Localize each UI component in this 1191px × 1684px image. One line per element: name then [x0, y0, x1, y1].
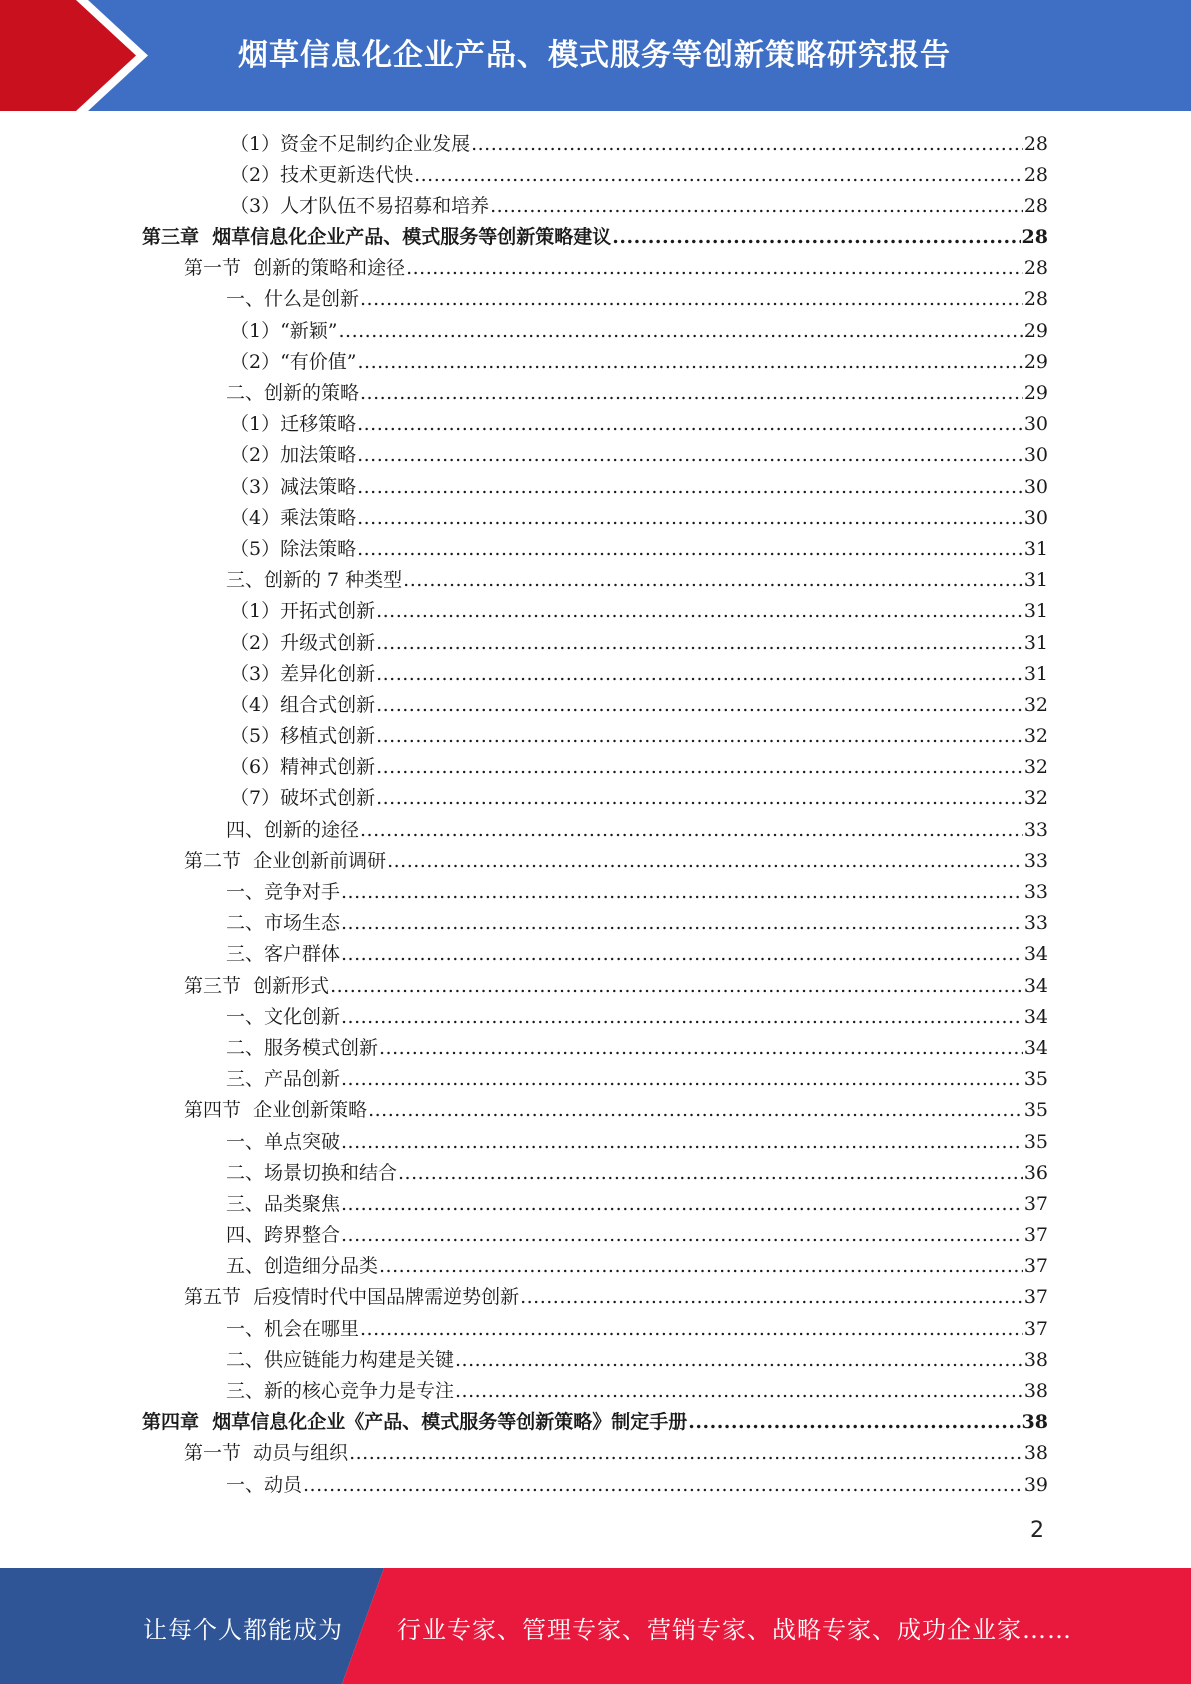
toc-entry[interactable]: [142, 783, 1048, 814]
toc-entry-page: 34: [1023, 1036, 1048, 1059]
toc-entry-title: （5）移植式创新: [230, 725, 376, 748]
toc-entry[interactable]: [142, 378, 1048, 409]
toc-entry[interactable]: [142, 160, 1048, 191]
toc-dot-leader: [376, 596, 1023, 627]
toc-entry-title: （2）升级式创新: [230, 631, 376, 654]
toc-entry-title: 一、竞争对手: [226, 881, 341, 903]
toc-entry-page: 33: [1023, 912, 1048, 935]
toc-dot-leader: [387, 846, 1023, 877]
toc-dot-leader: [471, 129, 1023, 160]
toc-entry[interactable]: [142, 596, 1048, 627]
toc-dot-leader: [379, 1251, 1023, 1282]
toc-entry[interactable]: [142, 752, 1048, 783]
toc-dot-leader: [341, 877, 1023, 908]
toc-entry-page: 31: [1023, 537, 1048, 560]
toc-entry-page: 37: [1023, 1255, 1048, 1278]
toc-dot-leader: [376, 628, 1023, 659]
toc-dot-leader: [360, 1314, 1023, 1345]
toc-dot-leader: [376, 659, 1023, 690]
toc-entry[interactable]: [142, 690, 1048, 721]
toc-entry[interactable]: [142, 1127, 1048, 1158]
toc-entry[interactable]: [142, 1189, 1048, 1220]
toc-entry-title: 第四章 烟草信息化企业《产品、模式服务等创新策略》制定手册: [142, 1411, 688, 1434]
toc-entry-title: 一、机会在哪里: [226, 1317, 360, 1340]
toc-entry[interactable]: [142, 1314, 1048, 1345]
report-title: 烟草信息化企业产品、模式服务等创新策略研究报告: [238, 38, 951, 73]
toc-dot-leader: [341, 1127, 1023, 1158]
toc-entry-title: 第二节 企业创新前调研: [184, 849, 387, 872]
toc-entry-title: 二、场景切换和结合: [226, 1161, 398, 1184]
toc-dot-leader: [357, 409, 1023, 440]
toc-dot-leader: [360, 378, 1023, 409]
toc-entry-page: 31: [1023, 600, 1048, 623]
toc-entry-page: 37: [1023, 1192, 1048, 1215]
toc-entry-page: 38: [1021, 1411, 1048, 1434]
toc-entry[interactable]: [142, 129, 1048, 160]
toc-entry-title: 四、创新的途径: [226, 818, 360, 841]
toc-entry-page: 29: [1023, 382, 1048, 404]
toc-entry-page: 30: [1023, 506, 1048, 529]
toc-entry-title: 三、新的核心竞争力是专注: [226, 1380, 455, 1402]
toc-entry-page: 34: [1023, 1005, 1048, 1028]
toc-entry-title: （5）除法策略: [230, 537, 357, 560]
toc-entry-title: （2）“有价值”: [230, 350, 357, 373]
toc-entry[interactable]: [142, 1376, 1048, 1407]
toc-dot-leader: [612, 222, 1020, 253]
toc-dot-leader: [358, 347, 1023, 378]
toc-entry[interactable]: [142, 347, 1048, 378]
toc-section-entry[interactable]: [142, 253, 1048, 284]
toc-dot-leader: [379, 1033, 1023, 1064]
toc-entry-title: （3）人才队伍不易招募和培养: [230, 194, 490, 217]
toc-dot-leader: [357, 440, 1023, 471]
toc-entry-page: 30: [1023, 444, 1048, 467]
toc-dot-leader: [455, 1345, 1023, 1376]
toc-dot-leader: [376, 783, 1023, 814]
toc-entry-title: 五、创造细分品类: [226, 1255, 379, 1278]
toc-entry-title: （1）资金不足制约企业发展: [230, 132, 471, 155]
toc-entry-title: 二、创新的策略: [226, 382, 360, 404]
toc-entry-title: （1）迁移策略: [230, 413, 357, 436]
toc-entry-title: 三、客户群体: [226, 943, 341, 966]
toc-entry-title: （4）乘法策略: [230, 506, 357, 529]
toc-entry-page: 28: [1021, 226, 1048, 249]
page-number: 2: [1030, 1518, 1044, 1543]
toc-dot-leader: [406, 253, 1023, 284]
toc-entry[interactable]: [142, 1220, 1048, 1251]
toc-entry[interactable]: [142, 534, 1048, 565]
toc-dot-leader: [688, 1407, 1020, 1438]
toc-entry[interactable]: [142, 503, 1048, 534]
toc-entry-page: 37: [1023, 1317, 1048, 1340]
toc-entry-page: 35: [1023, 1130, 1048, 1153]
toc-entry[interactable]: [142, 939, 1048, 970]
toc-entry-title: 二、市场生态: [226, 912, 341, 935]
toc-dot-leader: [341, 939, 1023, 970]
toc-entry-page: 28: [1023, 194, 1048, 217]
toc-entry-title: 第五节 后疫情时代中国品牌需逆势创新: [184, 1286, 520, 1309]
toc-entry-title: 三、创新的 7 种类型: [226, 569, 403, 592]
toc-entry[interactable]: [142, 1470, 1048, 1501]
toc-section-entry[interactable]: [142, 1282, 1048, 1313]
toc-dot-leader: [403, 565, 1023, 596]
toc-entry[interactable]: [142, 815, 1048, 846]
toc-entry-page: 39: [1023, 1473, 1048, 1496]
toc-entry[interactable]: [142, 316, 1048, 347]
toc-entry-title: （2）技术更新迭代快: [230, 163, 414, 186]
footer-roles: 行业专家、管理专家、营销专家、战略专家、成功企业家……: [397, 1616, 1072, 1644]
toc-entry-page: 36: [1023, 1161, 1048, 1184]
toc-entry-title: 第一节 创新的策略和途径: [184, 257, 406, 280]
toc-entry-title: 一、动员: [226, 1473, 303, 1496]
toc-entry[interactable]: [142, 659, 1048, 690]
toc-entry-page: 34: [1023, 974, 1048, 997]
toc-entry-page: 28: [1023, 163, 1048, 186]
toc-entry-page: 30: [1023, 475, 1048, 498]
toc-dot-leader: [357, 503, 1023, 534]
toc-entry-page: 37: [1023, 1224, 1048, 1247]
toc-entry[interactable]: [142, 1002, 1048, 1033]
toc-entry-page: 28: [1023, 288, 1048, 311]
toc-entry-title: （1）开拓式创新: [230, 600, 376, 623]
toc-dot-leader: [368, 1095, 1023, 1126]
toc-section-entry[interactable]: [142, 1095, 1048, 1126]
toc-section-entry[interactable]: [142, 1438, 1048, 1469]
toc-entry[interactable]: [142, 1345, 1048, 1376]
toc-entry-page: 34: [1023, 943, 1048, 966]
toc-dot-leader: [376, 721, 1023, 752]
toc-entry-page: 37: [1023, 1286, 1048, 1309]
toc-entry-page: 31: [1023, 662, 1048, 685]
toc-entry-title: （7）破坏式创新: [230, 787, 376, 810]
toc-dot-leader: [376, 690, 1023, 721]
toc-dot-leader: [520, 1282, 1023, 1313]
toc-entry[interactable]: [142, 472, 1048, 503]
toc-entry[interactable]: [142, 440, 1048, 471]
toc-entry-title: （3）差异化创新: [230, 662, 376, 685]
footer-slogan: 让每个人都能成为: [143, 1616, 343, 1644]
toc-entry[interactable]: [142, 1064, 1048, 1095]
toc-entry-page: 31: [1023, 631, 1048, 654]
toc-entry-title: 第三章 烟草信息化企业产品、模式服务等创新策略建议: [142, 226, 612, 249]
toc-entry[interactable]: [142, 721, 1048, 752]
table-of-contents: [142, 129, 1048, 1501]
toc-dot-leader: [357, 534, 1023, 565]
toc-entry[interactable]: [142, 628, 1048, 659]
toc-entry-page: 28: [1023, 257, 1048, 280]
header-arrow-decoration: [0, 0, 160, 111]
toc-entry-page: 30: [1023, 413, 1048, 436]
toc-dot-leader: [357, 472, 1023, 503]
toc-entry-title: 三、产品创新: [226, 1068, 341, 1091]
toc-entry[interactable]: [142, 409, 1048, 440]
toc-entry-title: （6）精神式创新: [230, 756, 376, 779]
toc-entry[interactable]: [142, 1158, 1048, 1189]
toc-chapter-entry[interactable]: [142, 222, 1048, 253]
toc-entry-page: 28: [1023, 132, 1048, 155]
toc-entry-page: 31: [1023, 569, 1048, 592]
toc-section-entry[interactable]: [142, 846, 1048, 877]
toc-entry-title: （1）“新颖”: [230, 319, 338, 342]
toc-dot-leader: [341, 1220, 1023, 1251]
toc-entry[interactable]: [142, 191, 1048, 222]
toc-entry-page: 38: [1023, 1442, 1048, 1465]
toc-dot-leader: [341, 1189, 1023, 1220]
toc-entry-title: 第三节 创新形式: [184, 974, 330, 997]
toc-entry-page: 32: [1023, 756, 1048, 779]
toc-dot-leader: [349, 1438, 1023, 1469]
toc-entry-page: 33: [1023, 881, 1048, 903]
toc-entry[interactable]: [142, 284, 1048, 315]
toc-entry-title: 三、品类聚焦: [226, 1192, 341, 1215]
toc-entry-title: （2）加法策略: [230, 444, 357, 467]
toc-entry-title: 一、单点突破: [226, 1130, 341, 1153]
toc-dot-leader: [341, 1002, 1023, 1033]
toc-dot-leader: [360, 815, 1023, 846]
toc-dot-leader: [339, 316, 1023, 347]
header-banner: [0, 0, 1191, 111]
toc-dot-leader: [330, 971, 1023, 1002]
toc-chapter-entry[interactable]: [142, 1407, 1048, 1438]
toc-entry-page: 35: [1023, 1099, 1048, 1122]
toc-entry-page: 38: [1023, 1348, 1048, 1371]
toc-entry[interactable]: [142, 1251, 1048, 1282]
toc-entry-title: 二、服务模式创新: [226, 1036, 379, 1059]
toc-entry-page: 29: [1023, 350, 1048, 373]
toc-entry-page: 32: [1023, 725, 1048, 748]
toc-dot-leader: [455, 1376, 1023, 1407]
toc-entry-page: 38: [1023, 1380, 1048, 1402]
toc-entry-title: （3）减法策略: [230, 475, 357, 498]
toc-entry-page: 32: [1023, 693, 1048, 716]
toc-entry[interactable]: [142, 908, 1048, 939]
toc-dot-leader: [414, 160, 1023, 191]
toc-entry-title: 四、跨界整合: [226, 1224, 341, 1247]
toc-entry-title: 第四节 企业创新策略: [184, 1099, 368, 1122]
toc-entry-title: （4）组合式创新: [230, 693, 376, 716]
toc-entry[interactable]: [142, 565, 1048, 596]
toc-section-entry[interactable]: [142, 971, 1048, 1002]
toc-dot-leader: [398, 1158, 1023, 1189]
toc-entry-page: 33: [1023, 849, 1048, 872]
toc-dot-leader: [376, 752, 1023, 783]
toc-entry[interactable]: [142, 877, 1048, 908]
toc-entry-title: 第一节 动员与组织: [184, 1442, 349, 1465]
toc-dot-leader: [360, 284, 1023, 315]
toc-entry-title: 一、文化创新: [226, 1005, 341, 1028]
toc-dot-leader: [341, 1064, 1023, 1095]
toc-dot-leader: [341, 908, 1023, 939]
toc-entry-title: 一、什么是创新: [226, 288, 360, 311]
toc-dot-leader: [490, 191, 1023, 222]
toc-dot-leader: [303, 1470, 1023, 1501]
toc-entry[interactable]: [142, 1033, 1048, 1064]
toc-entry-page: 35: [1023, 1068, 1048, 1091]
toc-entry-page: 32: [1023, 787, 1048, 810]
toc-entry-page: 33: [1023, 818, 1048, 841]
footer-banner: [0, 1568, 1191, 1684]
toc-entry-page: 29: [1023, 319, 1048, 342]
toc-entry-title: 二、供应链能力构建是关键: [226, 1348, 455, 1371]
